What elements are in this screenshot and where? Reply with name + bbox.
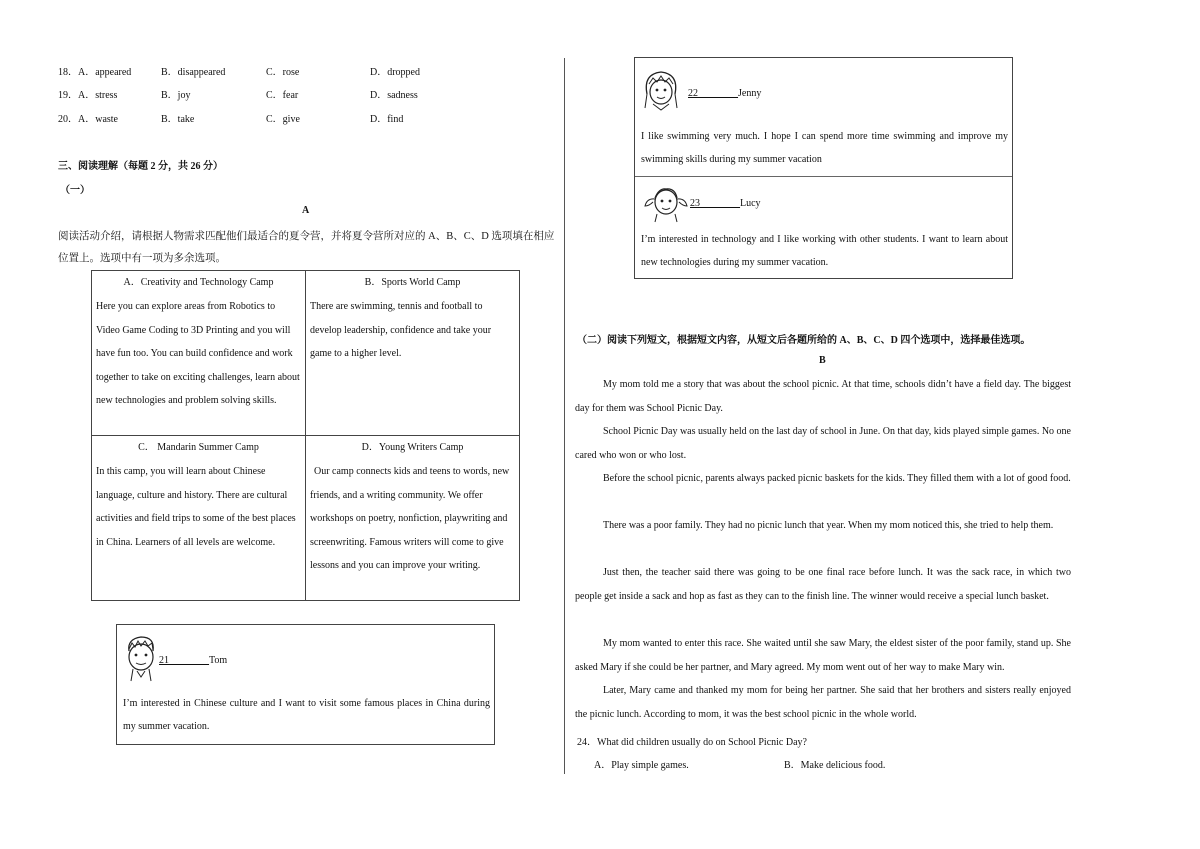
tom-need: I’m interested in Chinese culture and I want to visit some famous places in China during my summer vacation. [123, 698, 490, 732]
camp-c-body: In this camp, you will learn about Chinese language, culture and history. There are cultural activities and field trips to some of the best places in China. Learners of all levels are welcome. [96, 466, 296, 548]
camp-d-body: Our camp connects kids and teens to words, new friends, and a writing community. We offer workshops on poetry, nonfiction, playwriting and screenwriting. Famous writers will come to give lessons and you can improve your writing. [310, 466, 510, 572]
tom-box [116, 624, 495, 745]
jenny-lucy-box [634, 57, 1013, 279]
question-23-number: 23 [690, 198, 700, 209]
option-num-20: 20． [58, 114, 78, 125]
jenny-name: Jenny [738, 88, 762, 99]
passage-paragraph-1: My mom told me a story that was about the school picnic. At that time, schools didn’t have a field day. The biggest day for them was School Picnic Day. [575, 379, 1071, 414]
passage-paragraph-7: Later, Mary came and thanked my mom for being her partner. She said that her brothers and sisters really enjoyed the picnic lunch. According to mom, it was the best school picnic in the whole world. [575, 685, 1071, 720]
question-24: 24．What did children usually do on School Picnic Day? [577, 737, 807, 748]
camp-a-cell [92, 271, 306, 436]
passage-paragraph-4: There was a poor family. They had no picnic lunch that year. When my mom noticed this, she tried to help them. [603, 520, 1054, 531]
camp-d-title: D．Young Writers Camp [361, 442, 464, 453]
jenny-need: I like swimming very much. I hope I can spend more time swimming and improve my swimming skills during my summer vacation [641, 131, 1008, 165]
question-24-option-a[interactable]: A．Play simple games. [594, 760, 689, 771]
option-num-19: 19． [58, 90, 78, 101]
instruction-line-2: 位置上。选项中有一项为多余选项。 [58, 253, 226, 264]
option-19-a: A．stress [78, 90, 118, 101]
option-18-c: C．rose [266, 67, 300, 78]
question-22-number: 22 [688, 88, 698, 99]
option-18-d: D．dropped [370, 67, 420, 78]
part-two-heading: （二）阅读下列短文，根据短文内容，从短文后各题所给的 A、B、C、D 四个选项中，选择最佳选项。 [577, 335, 1031, 346]
option-19-c: C．fear [266, 90, 299, 101]
passage-paragraph-2: School Picnic Day was usually held on the last day of school in June. On that day, kids played simple games. No one cared who won or who lost. [575, 426, 1071, 461]
camp-a-title: A．Creativity and Technology Camp [123, 277, 274, 288]
option-num-18: 18． [58, 67, 78, 78]
passage-a-label: A [302, 205, 310, 216]
answer-blank-22[interactable]: ________ [698, 88, 738, 99]
tom-name: Tom [209, 655, 228, 666]
passage-b-label: B [819, 355, 826, 366]
jenny-label [688, 88, 761, 99]
question-24-option-b[interactable]: B．Make delicious food. [784, 760, 886, 771]
box-divider [635, 176, 1012, 177]
section-heading: 三、阅读理解（每题 2 分，共 26 分） [58, 161, 223, 172]
instruction-line-1: 阅读活动介绍，请根据人物需求匹配他们最适合的夏令营，并将夏令营所对应的 A、B、C、D 选项填在相应 [58, 231, 555, 242]
column-divider [564, 58, 565, 774]
part-one-label: （一） [60, 185, 90, 196]
camp-b-cell [306, 271, 520, 436]
passage-paragraph-3: Before the school picnic, parents always packed picnic baskets for the kids. They filled them with a lot of good food. [603, 473, 1071, 484]
camp-d-cell [306, 436, 520, 601]
option-20-b: B．take [161, 114, 195, 125]
option-19-d: D．sadness [370, 90, 418, 101]
camp-a-body: Here you can explore areas from Robotics to Video Game Coding to 3D Printing and you will have fun too. You can build confidence and work together to take on exciting challenges, learn about new technologies and problem solving skills. [96, 301, 300, 407]
lucy-name: Lucy [740, 198, 761, 209]
lucy-need: I’m interested in technology and I like working with other students. I want to learn about new technologies during my summer vacation. [641, 234, 1008, 268]
tom-label [159, 655, 227, 666]
question-21-number: 21 [159, 655, 169, 666]
option-19-b: B．joy [161, 90, 191, 101]
answer-blank-21[interactable]: ________ [169, 655, 209, 666]
camp-table [91, 270, 520, 601]
option-20-c: C．give [266, 114, 300, 125]
camp-c-cell [92, 436, 306, 601]
option-20-d: D．find [370, 114, 404, 125]
camp-c-title: C． Mandarin Summer Camp [138, 442, 259, 453]
lucy-label [690, 198, 761, 209]
option-20-a: A．waste [78, 114, 118, 125]
camp-b-body: There are swimming, tennis and football to develop leadership, confidence and take your game to a higher level. [310, 301, 492, 360]
camp-b-title: B．Sports World Camp [364, 277, 461, 288]
option-18-b: B．disappeared [161, 67, 226, 78]
answer-blank-23[interactable]: ________ [700, 198, 740, 209]
passage-paragraph-6: My mom wanted to enter this race. She waited until she saw Mary, the eldest sister of the poor family, stand up. She asked Mary if she could be her partner, and Mary agreed. My mom went out of her way to make Mary win. [575, 638, 1071, 673]
girl-pigtails-face-icon [641, 184, 691, 224]
passage-paragraph-5: Just then, the teacher said there was going to be one final race before lunch. It was the sack race, in which two people get inside a sack and hop as fast as they can to the finish line. The winner would receive a special lunch basket. [575, 567, 1071, 602]
option-18-a: A．appeared [78, 67, 132, 78]
boy-face-icon [123, 633, 159, 683]
girl-face-icon [641, 68, 681, 112]
